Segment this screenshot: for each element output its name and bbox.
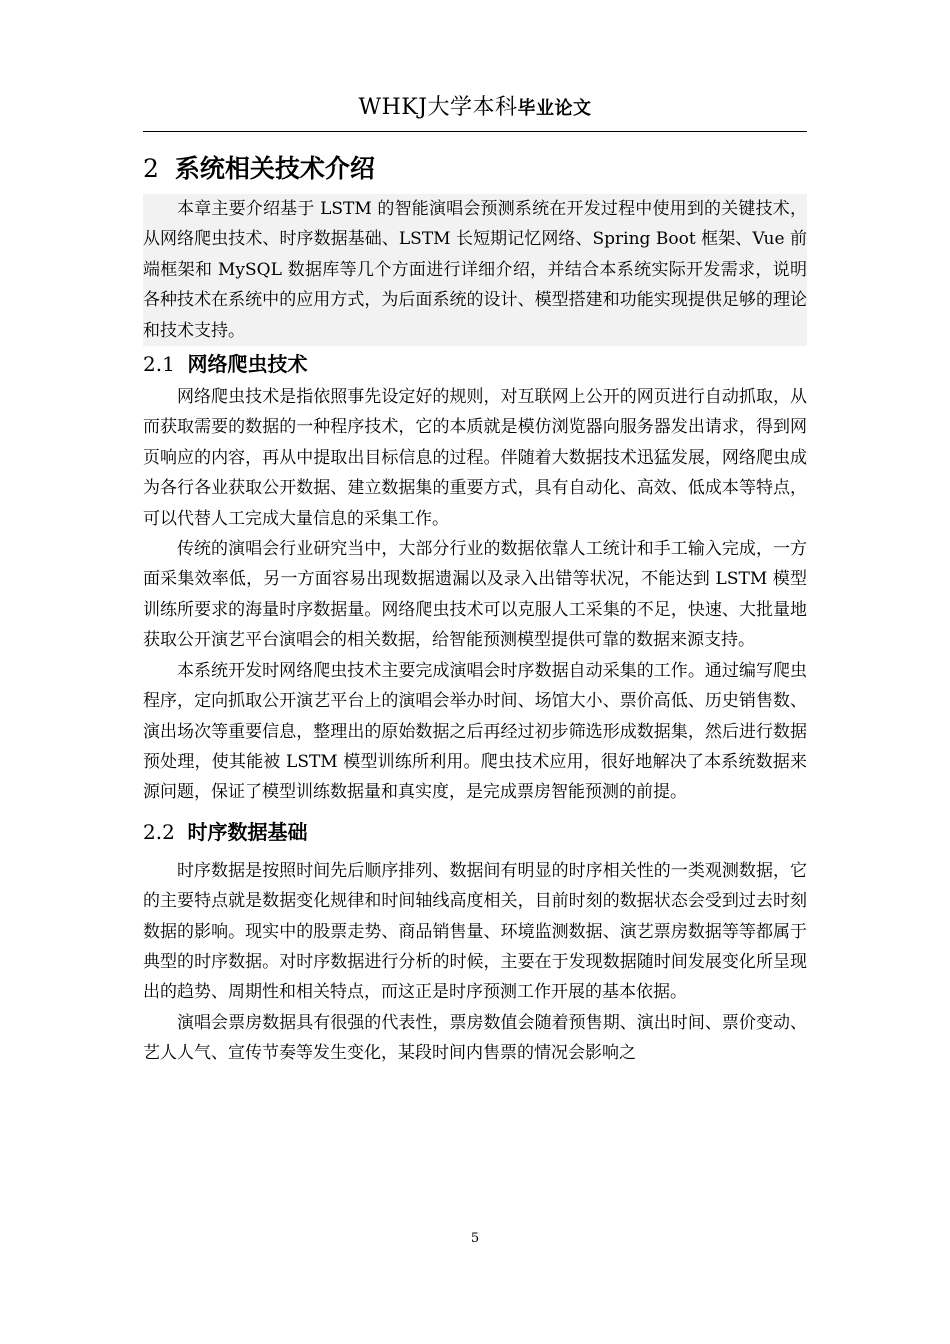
- chapter-number: 2: [143, 154, 159, 183]
- chapter-heading: [143, 148, 807, 190]
- header-divider: [143, 131, 807, 132]
- section-title: 时序数据基础: [187, 819, 308, 844]
- section-heading-2-1: [143, 346, 807, 382]
- section-heading-2-2: [143, 814, 807, 850]
- header-title-plain: WHKJ大学本科: [358, 95, 518, 120]
- paragraph: 时序数据是按照时间先后顺序排列、数据间有明显的时序相关性的一类观测数据，它的主要特点就是数据变化规律和时间轴线高度相关，目前时刻的数据状态会受到过去时刻数据的影响。现实中的股票走势、商品销售量、环境监测数据、演艺票房数据等等都属于典型的时序数据。对时序数据进行分析的时候，主要在于发现数据随时间发展变化所呈现出的趋势、周期性和相关特点，而这正是时序预测工作开展的基本依据。: [143, 860, 807, 1003]
- chapter-intro-paragraph: 本章主要介绍基于 LSTM 的智能演唱会预测系统在开发过程中使用到的关键技术，从网络爬虫技术、时序数据基础、LSTM 长短期记忆网络、Spring Boot 框架、Vue 前端框架和 MySQL 数据库等几个方面进行详细介绍，并结合本系统实际开发需求，说明各种技术在系统中的应用方式，为后面系统的设计、模型搭建和功能实现提供足够的理论和技术支持。: [143, 194, 807, 346]
- page-header: [143, 93, 807, 124]
- paragraph: 网络爬虫技术是指依照事先设定好的规则，对互联网上公开的网页进行自动抓取，从而获取需要的数据的一种程序技术，它的本质就是模仿浏览器向服务器发出请求，得到网页响应的内容，再从中提取出目标信息的过程。伴随着大数据技术迅猛发展，网络爬虫成为各行各业获取公开数据、建立数据集的重要方式，具有自动化、高效、低成本等特点，可以代替人工完成大量信息的采集工作。: [143, 387, 807, 529]
- section-number: 2.1: [143, 352, 175, 377]
- page-body: [143, 148, 807, 1069]
- section-title: 网络爬虫技术: [187, 352, 308, 377]
- section-number: 2.2: [143, 819, 175, 844]
- page-number: 5: [470, 1231, 480, 1246]
- chapter-title: 系统相关技术介绍: [174, 154, 375, 183]
- paragraph: 演唱会票房数据具有很强的代表性，票房数值会随着预售期、演出时间、票价变动、艺人人气、宣传节奏等发生变化，某段时间内售票的情况会影响之: [143, 1012, 807, 1064]
- paragraph: 传统的演唱会行业研究当中，大部分行业的数据依靠人工统计和手工输入完成，一方面采集效率低，另一方面容易出现数据遗漏以及录入出错等状况，不能达到 LSTM 模型训练所要求的海量时序数据量。网络爬虫技术可以克服人工采集的不足，快速、大批量地获取公开演艺平台演唱会的相关数据，给智能预测模型提供可靠的数据来源支持。: [143, 539, 807, 651]
- header-title-bold: 毕业论文: [517, 98, 592, 119]
- paragraph: 本系统开发时网络爬虫技术主要完成演唱会时序数据自动采集的工作。通过编写爬虫程序，定向抓取公开演艺平台上的演唱会举办时间、场馆大小、票价高低、历史销售数、演出场次等重要信息，整理出的原始数据之后再经过初步筛选形成数据集，然后进行数据预处理，使其能被 LSTM 模型训练所利用。爬虫技术应用，很好地解决了本系统数据来源问题，保证了模型训练数据量和真实度，是完成票房智能预测的前提。: [143, 660, 807, 803]
